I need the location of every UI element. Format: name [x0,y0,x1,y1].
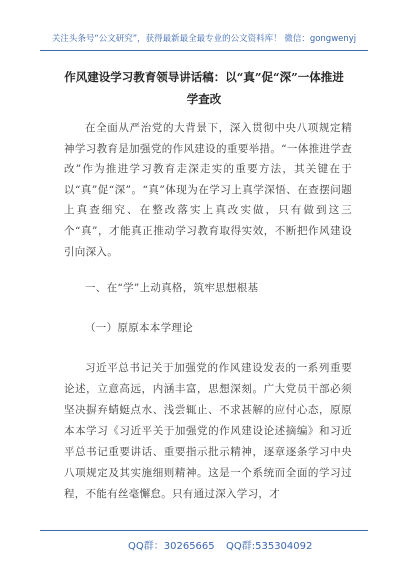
top-divider [40,50,368,51]
bottom-divider [40,530,368,531]
footer-qq-group-2: QQ群:535304092 [226,541,313,552]
paragraph-intro: 在全面从严治党的大背景下，深入贯彻中央八项规定精神学习教育是加强党的作风建设的重要举措。“一体推进学查改”作为推进学习教育走深走实的重要方法，其关键在于以“真”促“深”。“真”体现为在学习上真学深悟、在查摆问题上真查细究、在整改落实上真改实做，只有做到这三个“真”，才能真正推动学习教育取得实效，不断把作风建设引向深入。 [64,122,352,258]
footer-qq-group-1: QQ群：30265665 [128,541,215,552]
top-notice: 关注头条号“公文研究”，获得最新最全最专业的公文资料库！ 微信：gongwenyj [51,34,357,44]
section-heading-1: 一、在“学”上动真格，筑牢思想根基 [85,282,259,294]
paragraph-study-theory: 习近平总书记关于加强党的作风建设发表的一系列重要论述，立意高远，内涵丰富，思想深刻。广大党员干部必须坚决摒弃蜻蜓点水、浅尝辄止、不求甚解的应付心态，原原本本学习《习近平关于加强党的作风建设论述摘编》和习近平总书记重要讲话、重要指示批示精神，逐章逐条学习中央八项规定及其实施细则精神。这是一个系统而全面的学习过程，不能有丝毫懈怠。只有通过深入学习，才 [64,362,352,500]
document-title: 作风建设学习教育领导讲话稿：以“真”促“深”一体推进学查改 [64,70,344,106]
subsection-heading-1: （一）原原本本学理论 [85,322,193,334]
